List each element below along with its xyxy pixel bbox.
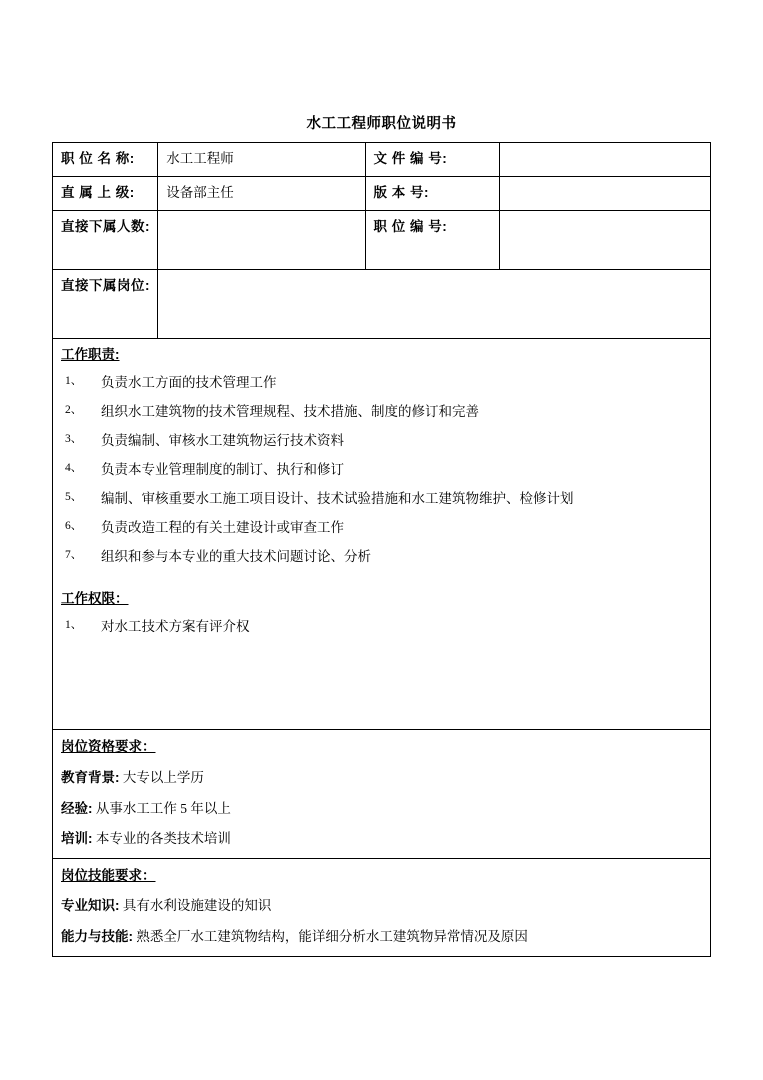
qualification-value: 本专业的各类技术培训 [95, 831, 231, 847]
list-item-text: 编制、审核重要水工施工项目设计、技术试验措施和水工建筑物维护、检修计划 [101, 491, 574, 507]
qualifications-heading: 岗位资格要求： [61, 739, 156, 755]
list-item-number: 1、 [65, 619, 83, 632]
qualification-key: 教育背景: [61, 770, 120, 786]
skill-key: 专业知识: [61, 898, 120, 914]
list-item-number: 2、 [65, 403, 83, 416]
list-item [61, 517, 703, 539]
qualification-item [61, 798, 703, 820]
section-gap [61, 575, 703, 589]
field-value-subordinate-count [158, 210, 365, 269]
list-item-text: 负责本专业管理制度的制订、执行和修订 [101, 462, 344, 478]
table-row [53, 269, 711, 338]
table-row [53, 143, 711, 177]
list-item-text: 对水工技术方案有评介权 [101, 619, 250, 635]
field-value-document-number [500, 143, 711, 177]
authority-list [61, 616, 703, 638]
list-item-text: 组织水工建筑物的技术管理规程、技术措施、制度的修订和完善 [101, 403, 479, 419]
list-item-text: 负责水工方面的技术管理工作 [101, 374, 277, 390]
authority-heading: 工作权限： [61, 591, 129, 607]
field-value-subordinate-posts [158, 269, 711, 338]
table-row-skills [53, 858, 711, 956]
duties-list [61, 372, 703, 568]
blank-space [61, 645, 703, 723]
list-item-text: 负责编制、审核水工建筑物运行技术资料 [101, 432, 344, 448]
skill-item [61, 895, 703, 917]
field-label-document-number: 文 件 编 号: [365, 143, 500, 177]
skills-heading-line [61, 865, 703, 887]
field-value-direct-superior: 设备部主任 [158, 176, 365, 210]
field-label-direct-superior: 直 属 上 级: [53, 176, 158, 210]
list-item [61, 459, 703, 481]
field-value-position-number [500, 210, 711, 269]
list-item-number: 3、 [65, 432, 83, 445]
list-item-number: 6、 [65, 520, 83, 533]
duties-cell [53, 338, 711, 730]
skills-heading: 岗位技能要求： [61, 867, 156, 883]
field-label-subordinate-count: 直接下属人数: [53, 210, 158, 269]
table-row [53, 176, 711, 210]
list-item [61, 401, 703, 423]
qualification-value: 从事水工工作 5 年以上 [95, 800, 231, 816]
table-row-duties [53, 338, 711, 730]
skill-item [61, 926, 703, 948]
qualification-key: 经验: [61, 800, 93, 816]
qualifications-heading-line [61, 736, 703, 758]
skill-value: 具有水利设施建设的知识 [122, 898, 272, 914]
list-item-number: 4、 [65, 462, 83, 475]
field-label-position-number: 职 位 编 号: [365, 210, 500, 269]
list-item-number: 1、 [65, 374, 83, 387]
field-label-subordinate-posts: 直接下属岗位: [53, 269, 158, 338]
list-item-text: 组织和参与本专业的重大技术问题讨论、分析 [101, 549, 371, 565]
qualification-item [61, 767, 703, 789]
qualification-value: 大专以上学历 [122, 770, 204, 786]
list-item-text: 负责改造工程的有关土建设计或审查工作 [101, 520, 344, 536]
qualifications-cell [53, 730, 711, 858]
table-row-qualifications [53, 730, 711, 858]
job-description-table [52, 142, 711, 957]
list-item [61, 430, 703, 452]
list-item-number: 7、 [65, 549, 83, 562]
skill-value: 熟悉全厂水工建筑物结构，能详细分析水工建筑物异常情况及原因 [136, 929, 528, 944]
field-label-version-number: 版 本 号: [365, 176, 500, 210]
list-item [61, 372, 703, 394]
skill-key: 能力与技能: [61, 929, 133, 944]
skills-cell [53, 858, 711, 956]
table-row [53, 210, 711, 269]
list-item-number: 5、 [65, 491, 83, 504]
qualification-key: 培训: [61, 831, 93, 847]
field-label-position-name: 职 位 名 称: [53, 143, 158, 177]
list-item [61, 488, 703, 510]
list-item [61, 616, 703, 638]
list-item [61, 546, 703, 568]
page-title: 水工工程师职位说明书 [306, 116, 457, 132]
duties-heading: 工作职责: [61, 346, 120, 362]
qualification-item [61, 828, 703, 850]
field-value-version-number [500, 176, 711, 210]
field-value-position-name: 水工工程师 [158, 143, 365, 177]
